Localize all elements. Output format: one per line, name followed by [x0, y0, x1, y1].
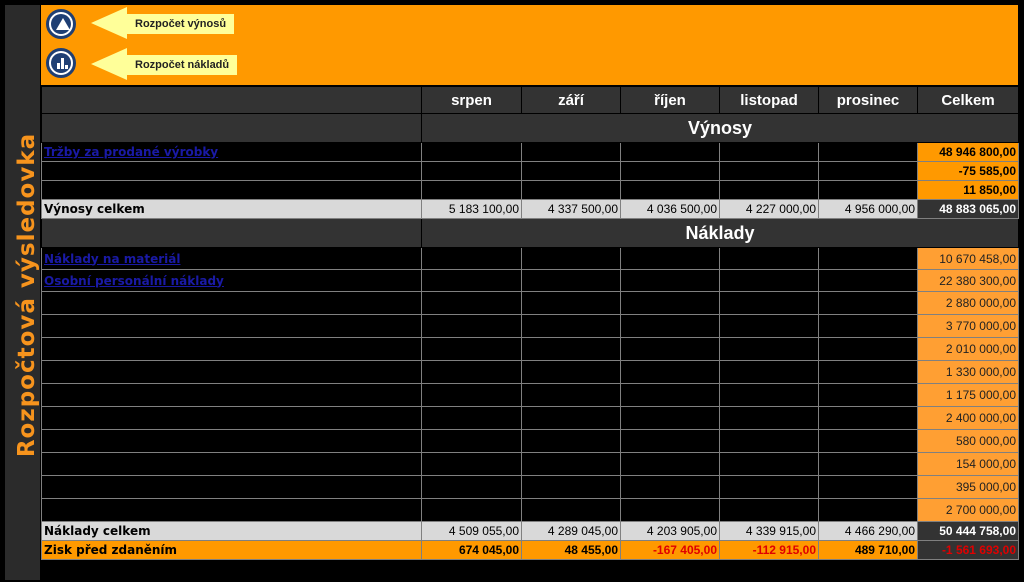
- value-cell: 0,00: [422, 162, 522, 181]
- value-cell: 200 000,00: [720, 407, 819, 430]
- value-cell: 5 183 100,00: [422, 200, 522, 219]
- revenue-row: [42, 162, 1019, 181]
- cost-budget-icon[interactable]: [46, 48, 76, 78]
- value-cell: 48 455,00: [522, 541, 621, 560]
- cost-row: [42, 248, 1019, 270]
- cost-row: [42, 338, 1019, 361]
- row-label: Náklady celkem: [42, 522, 422, 541]
- total-cell: 1 330 000,00: [918, 361, 1019, 384]
- value-cell: 240 000,00: [621, 292, 720, 315]
- value-cell: 320 000,00: [422, 315, 522, 338]
- value-cell: 1 888 650,00: [422, 270, 522, 292]
- value-cell: 1 125 405,00: [422, 248, 522, 270]
- value-cell: 4 289 045,00: [522, 522, 621, 541]
- revenue-row: [42, 181, 1019, 200]
- value-cell: -167 405,00: [621, 541, 720, 560]
- value-cell: 0,00: [522, 162, 621, 181]
- toolbar: [41, 5, 1018, 85]
- value-cell: 4 339 915,00: [720, 522, 819, 541]
- total-cell: 48 946 800,00: [918, 143, 1019, 162]
- value-cell: 0,00: [720, 181, 819, 200]
- cost-total-row: [42, 522, 1019, 541]
- value-cell: 45 000,00: [621, 430, 720, 453]
- value-cell: 5 183 100,00: [422, 143, 522, 162]
- value-cell: 260 000,00: [819, 292, 918, 315]
- row-label: Odpisy hmotného a nehmotného majetku: [42, 315, 422, 338]
- cost-row: [42, 430, 1019, 453]
- cost-row: [42, 476, 1019, 499]
- cost-row: [42, 315, 1019, 338]
- cost-row: [42, 361, 1019, 384]
- value-cell: 210 000,00: [621, 338, 720, 361]
- sidebar: [5, 5, 40, 580]
- row-link[interactable]: Tržby za prodané výrobky: [44, 145, 219, 159]
- row-label: Náklady na cestovné: [42, 476, 422, 499]
- value-cell: 4 203 905,00: [621, 522, 720, 541]
- value-cell: 180 000,00: [422, 499, 522, 522]
- value-cell: 220 000,00: [522, 499, 621, 522]
- value-cell: 16 000,00: [819, 453, 918, 476]
- section-revenue: [42, 114, 1019, 143]
- value-cell: 200 000,00: [819, 407, 918, 430]
- value-cell: 100 000,00: [720, 361, 819, 384]
- value-cell: 45 000,00: [720, 430, 819, 453]
- value-cell: 0,00: [422, 181, 522, 200]
- cost-row: [42, 270, 1019, 292]
- value-cell: 4 337 500,00: [522, 143, 621, 162]
- value-cell: 4 509 055,00: [422, 522, 522, 541]
- revenue-budget-label: Rozpočet výnosů: [127, 14, 234, 34]
- value-cell: 200 000,00: [621, 407, 720, 430]
- value-cell: 200 000,00: [422, 361, 522, 384]
- col-listopad: listopad: [720, 87, 819, 114]
- section-costs-title: Náklady: [422, 219, 1019, 248]
- value-cell: 110 000,00: [720, 384, 819, 407]
- value-cell: 200 000,00: [522, 407, 621, 430]
- value-cell: 0,00: [720, 162, 819, 181]
- value-cell: 250 000,00: [720, 292, 819, 315]
- value-cell: 30 000,00: [621, 476, 720, 499]
- col-prosinec: prosinec: [819, 87, 918, 114]
- profit-row: [42, 541, 1019, 560]
- cost-row: [42, 384, 1019, 407]
- value-cell: 30 000,00: [720, 476, 819, 499]
- value-cell: 45 000,00: [522, 430, 621, 453]
- value-cell: 4 036 500,00: [621, 200, 720, 219]
- section-revenue-title: Výnosy: [422, 114, 1019, 143]
- value-cell: 0,00: [819, 181, 918, 200]
- col-celkem: Celkem: [918, 87, 1019, 114]
- row-label: Finanční náklady: [42, 430, 422, 453]
- value-cell: 280 000,00: [621, 315, 720, 338]
- value-cell: 1 888 650,00: [621, 270, 720, 292]
- value-cell: 12 000,00: [720, 453, 819, 476]
- value-cell: 210 000,00: [422, 338, 522, 361]
- row-label: Změna stavu materiálu: [42, 181, 422, 200]
- value-cell: 4 956 000,00: [819, 143, 918, 162]
- value-cell: 100 000,00: [621, 361, 720, 384]
- value-cell: 0,00: [621, 181, 720, 200]
- value-cell: 240 000,00: [422, 292, 522, 315]
- value-cell: -110,00: [522, 181, 621, 200]
- value-cell: 952 395,00: [522, 248, 621, 270]
- value-cell: 934 265,00: [720, 248, 819, 270]
- value-cell: 0,00: [621, 162, 720, 181]
- row-label: Ostatní režijní náklady: [42, 499, 422, 522]
- value-cell: 220 000,00: [621, 499, 720, 522]
- row-label[interactable]: [42, 143, 422, 162]
- value-cell: 8 000,00: [621, 453, 720, 476]
- value-cell: 55 000,00: [422, 430, 522, 453]
- total-cell: -1 561 693,00: [918, 541, 1019, 560]
- value-cell: 4 227 000,00: [720, 200, 819, 219]
- total-cell: 50 444 758,00: [918, 522, 1019, 541]
- total-cell: 1 175 000,00: [918, 384, 1019, 407]
- budget-table: [41, 86, 1019, 560]
- value-cell: 210 000,00: [819, 338, 918, 361]
- cost-row: [42, 499, 1019, 522]
- value-cell: 280 000,00: [819, 315, 918, 338]
- value-cell: 70 000,00: [422, 384, 522, 407]
- row-label: Leasingové splátky hmotného a nehmotného majetku: [42, 338, 422, 361]
- value-cell: 210 000,00: [522, 338, 621, 361]
- row-label: Změna stavu hotové výroby: [42, 162, 422, 181]
- value-cell: 15 000,00: [422, 476, 522, 499]
- cost-budget-label: Rozpočet nákladů: [127, 55, 237, 75]
- value-cell: 5 000,00: [422, 453, 522, 476]
- value-cell: 30 000,00: [819, 476, 918, 499]
- value-cell: 1 076 640,00: [819, 248, 918, 270]
- value-cell: 100 000,00: [819, 361, 918, 384]
- value-cell: 0,00: [819, 162, 918, 181]
- value-cell: 674 045,00: [422, 541, 522, 560]
- cost-row: [42, 292, 1019, 315]
- value-cell: 120 000,00: [522, 361, 621, 384]
- revenue-total-row: [42, 200, 1019, 219]
- total-cell: 580 000,00: [918, 430, 1019, 453]
- sidebar-title: Rozpočtová výsledovka: [14, 132, 40, 458]
- value-cell: 4 337 500,00: [522, 200, 621, 219]
- row-label: Náklady na prostory: [42, 407, 422, 430]
- value-cell: 872 255,00: [621, 248, 720, 270]
- arrow-left-icon: [91, 7, 127, 39]
- value-cell: 4 036 500,00: [621, 143, 720, 162]
- value-cell: 4 227 000,00: [720, 143, 819, 162]
- row-link[interactable]: Osobní personální náklady: [44, 273, 224, 288]
- header-label-cell: [42, 87, 422, 114]
- section-costs: [42, 219, 1019, 248]
- total-cell: 2 700 000,00: [918, 499, 1019, 522]
- value-cell: 280 000,00: [522, 315, 621, 338]
- total-cell: 11 850,00: [918, 181, 1019, 200]
- row-label[interactable]: [42, 270, 422, 292]
- total-cell: 10 670 458,00: [918, 248, 1019, 270]
- value-cell: 110 000,00: [522, 384, 621, 407]
- value-cell: 1 888 650,00: [720, 270, 819, 292]
- row-label: Školení, vzdělávací kurzy: [42, 453, 422, 476]
- row-label: Zisk před zdaněním: [42, 541, 422, 560]
- total-cell: 395 000,00: [918, 476, 1019, 499]
- total-cell: 3 770 000,00: [918, 315, 1019, 338]
- cost-row: [42, 407, 1019, 430]
- total-cell: -75 585,00: [918, 162, 1019, 181]
- revenue-budget-icon[interactable]: [46, 9, 76, 39]
- cost-row: [42, 453, 1019, 476]
- value-cell: 200 000,00: [422, 407, 522, 430]
- row-link[interactable]: Náklady na materiál: [44, 251, 181, 266]
- value-cell: 110 000,00: [819, 384, 918, 407]
- value-cell: 280 000,00: [720, 499, 819, 522]
- value-cell: 489 710,00: [819, 541, 918, 560]
- value-cell: 110 000,00: [621, 384, 720, 407]
- row-label: Nakupované služby (úklid, IT služby, ostraha, ...): [42, 384, 422, 407]
- row-label: Výnosy celkem: [42, 200, 422, 219]
- value-cell: 250 000,00: [819, 499, 918, 522]
- value-cell: 8 000,00: [522, 453, 621, 476]
- row-label[interactable]: [42, 248, 422, 270]
- value-cell: 1 888 650,00: [819, 270, 918, 292]
- header-row: [42, 87, 1019, 114]
- total-cell: 2 010 000,00: [918, 338, 1019, 361]
- value-cell: 4 466 290,00: [819, 522, 918, 541]
- col-zari: září: [522, 87, 621, 114]
- value-cell: 210 000,00: [720, 338, 819, 361]
- col-srpen: srpen: [422, 87, 522, 114]
- revenue-row: [42, 143, 1019, 162]
- total-cell: 2 880 000,00: [918, 292, 1019, 315]
- total-cell: 2 400 000,00: [918, 407, 1019, 430]
- value-cell: 280 000,00: [720, 315, 819, 338]
- value-cell: 230 000,00: [522, 292, 621, 315]
- col-rijen: říjen: [621, 87, 720, 114]
- value-cell: -112 915,00: [720, 541, 819, 560]
- total-cell: 154 000,00: [918, 453, 1019, 476]
- value-cell: 25 000,00: [522, 476, 621, 499]
- value-cell: 1 888 650,00: [522, 270, 621, 292]
- arrow-left-icon: [91, 48, 127, 80]
- total-cell: 22 380 300,00: [918, 270, 1019, 292]
- value-cell: 45 000,00: [819, 430, 918, 453]
- row-label: Údržba a opravy: [42, 361, 422, 384]
- value-cell: 4 956 000,00: [819, 200, 918, 219]
- total-cell: 48 883 065,00: [918, 200, 1019, 219]
- row-label: Režijní materiál: [42, 292, 422, 315]
